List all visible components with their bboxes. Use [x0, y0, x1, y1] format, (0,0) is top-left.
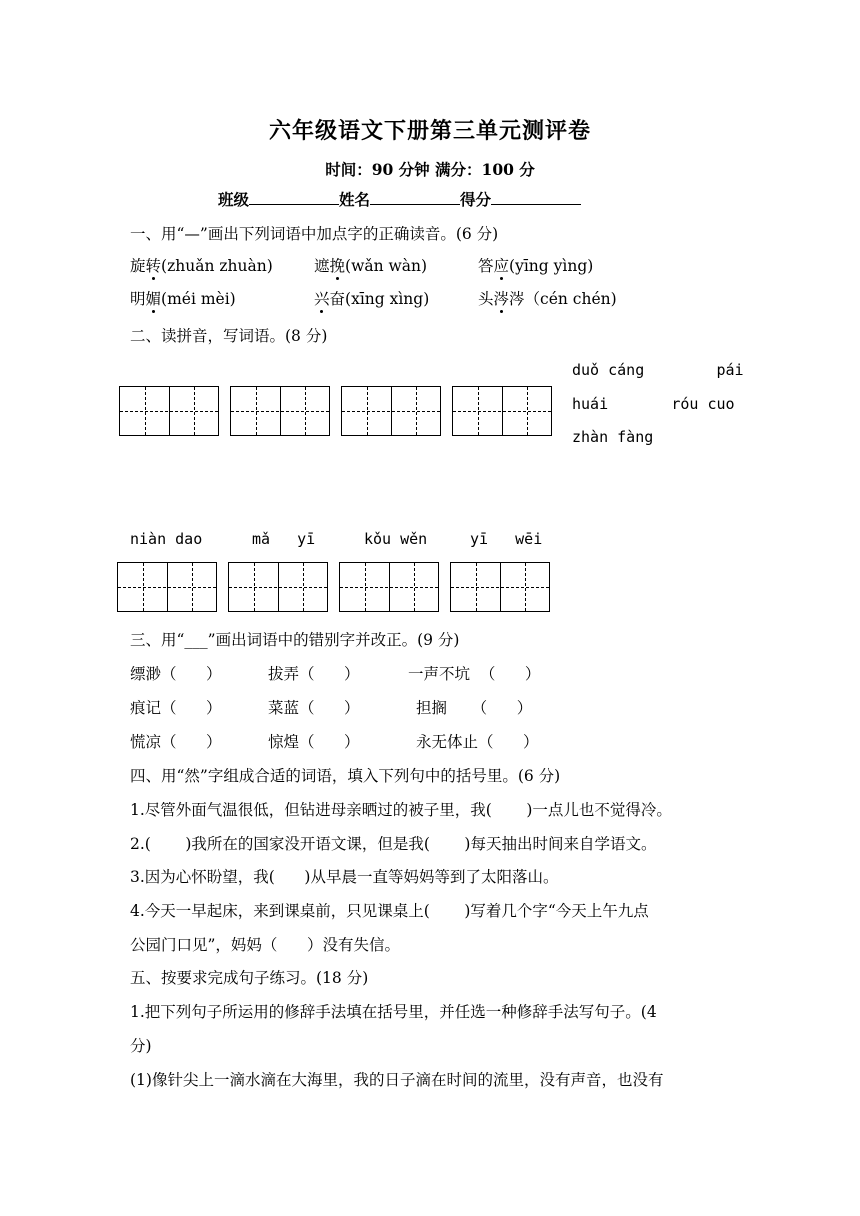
- s1-item-3: 答应(yīng yìng): [478, 257, 594, 275]
- s4-sentence-2: 2.( )我所在的国家没开语文课，但是我( )每天抽出时间来自学语文。: [130, 835, 657, 853]
- s1-item-5: 兴奋(xīng xìng): [314, 290, 430, 308]
- section1-heading: 一、用“—”画出下列词语中加点字的正确读音。(6 分): [130, 225, 499, 243]
- class-blank[interactable]: [249, 189, 339, 205]
- s1-item-6: 头涔涔（cén chén): [478, 290, 617, 308]
- class-label: 班级: [218, 190, 250, 209]
- writing-box[interactable]: [230, 386, 330, 436]
- score-label: 得分: [460, 190, 492, 209]
- s3-word: 痕记（ ）: [130, 699, 222, 717]
- s4-sentence-3: 3.因为心怀盼望，我( )从早晨一直等妈妈等到了太阳落山。: [130, 868, 559, 886]
- pinyin-word-3: kǒu wěn: [364, 530, 428, 548]
- s5-question-1: 1.把下列句子所运用的修辞手法填在括号里，并任选一种修辞手法写句子。(4: [130, 1003, 657, 1021]
- s3-word: 慌凉（ ）: [130, 733, 222, 751]
- student-info-line: [218, 188, 581, 210]
- s4-sentence-4: 4.今天一早起床，来到课桌前，只见课桌上( )写着几个字“今天上午九点: [130, 902, 649, 920]
- name-label: 姓名: [339, 190, 371, 209]
- exam-time-score: 时间：90 分钟 满分：100 分: [325, 160, 535, 179]
- s1-item-2: 遮挽(wǎn wàn): [314, 257, 428, 275]
- writing-box[interactable]: [341, 386, 441, 436]
- s3-word: 永无体止（ ）: [416, 733, 539, 751]
- s4-sentence-4-cont: 公园门口见”，妈妈（ ）没有失信。: [130, 936, 400, 954]
- s3-word: 拔弄（ ）: [268, 665, 360, 683]
- writing-box[interactable]: [450, 562, 550, 612]
- pinyin-word-1: niàn dao: [130, 530, 203, 548]
- pinyin-word-2: mǎ yī: [252, 530, 316, 548]
- pinyin-line-3: zhàn fàng: [572, 428, 654, 446]
- section3-heading: 三、用“___”画出词语中的错别字并改正。(9 分): [130, 631, 460, 649]
- s3-word: 缥渺（ ）: [130, 665, 222, 683]
- writing-grid-row-1: [119, 386, 552, 436]
- score-blank[interactable]: [491, 189, 581, 205]
- writing-box[interactable]: [117, 562, 217, 612]
- pinyin-line-2: huái róu cuo: [572, 395, 735, 413]
- writing-box[interactable]: [119, 386, 219, 436]
- writing-box[interactable]: [228, 562, 328, 612]
- s3-word: 惊煌（ ）: [268, 733, 360, 751]
- page-title: 六年级语文下册第三单元测评卷: [268, 119, 591, 144]
- s1-item-1: 旋转(zhuǎn zhuàn): [130, 257, 273, 275]
- pinyin-word-4: yī wēi: [470, 530, 543, 548]
- s5-question-1-cont: 分): [130, 1037, 152, 1055]
- s4-sentence-1: 1.尽管外面气温很低，但钻进母亲晒过的被子里，我( )一点儿也不觉得冷。: [130, 801, 672, 819]
- pinyin-line-1: duǒ cáng pái: [572, 361, 744, 379]
- writing-box[interactable]: [339, 562, 439, 612]
- section4-heading: 四、用“然”字组成合适的词语，填入下列句中的括号里。(6 分): [130, 767, 561, 785]
- s3-word: 担搁 （ ）: [416, 699, 533, 717]
- name-blank[interactable]: [370, 189, 460, 205]
- section2-heading: 二、读拼音，写词语。(8 分): [130, 327, 328, 345]
- section5-heading: 五、按要求完成句子练习。(18 分): [130, 969, 369, 987]
- s1-item-4: 明媚(méi mèi): [130, 290, 236, 308]
- writing-grid-row-2: [117, 562, 550, 612]
- s5-sub-1: (1)像针尖上一滴水滴在大海里，我的日子滴在时间的流里，没有声音，也没有: [130, 1071, 664, 1089]
- s3-word: 菜蓝（ ）: [268, 699, 360, 717]
- s3-word: 一声不坑 （ ）: [408, 665, 541, 683]
- writing-box[interactable]: [452, 386, 552, 436]
